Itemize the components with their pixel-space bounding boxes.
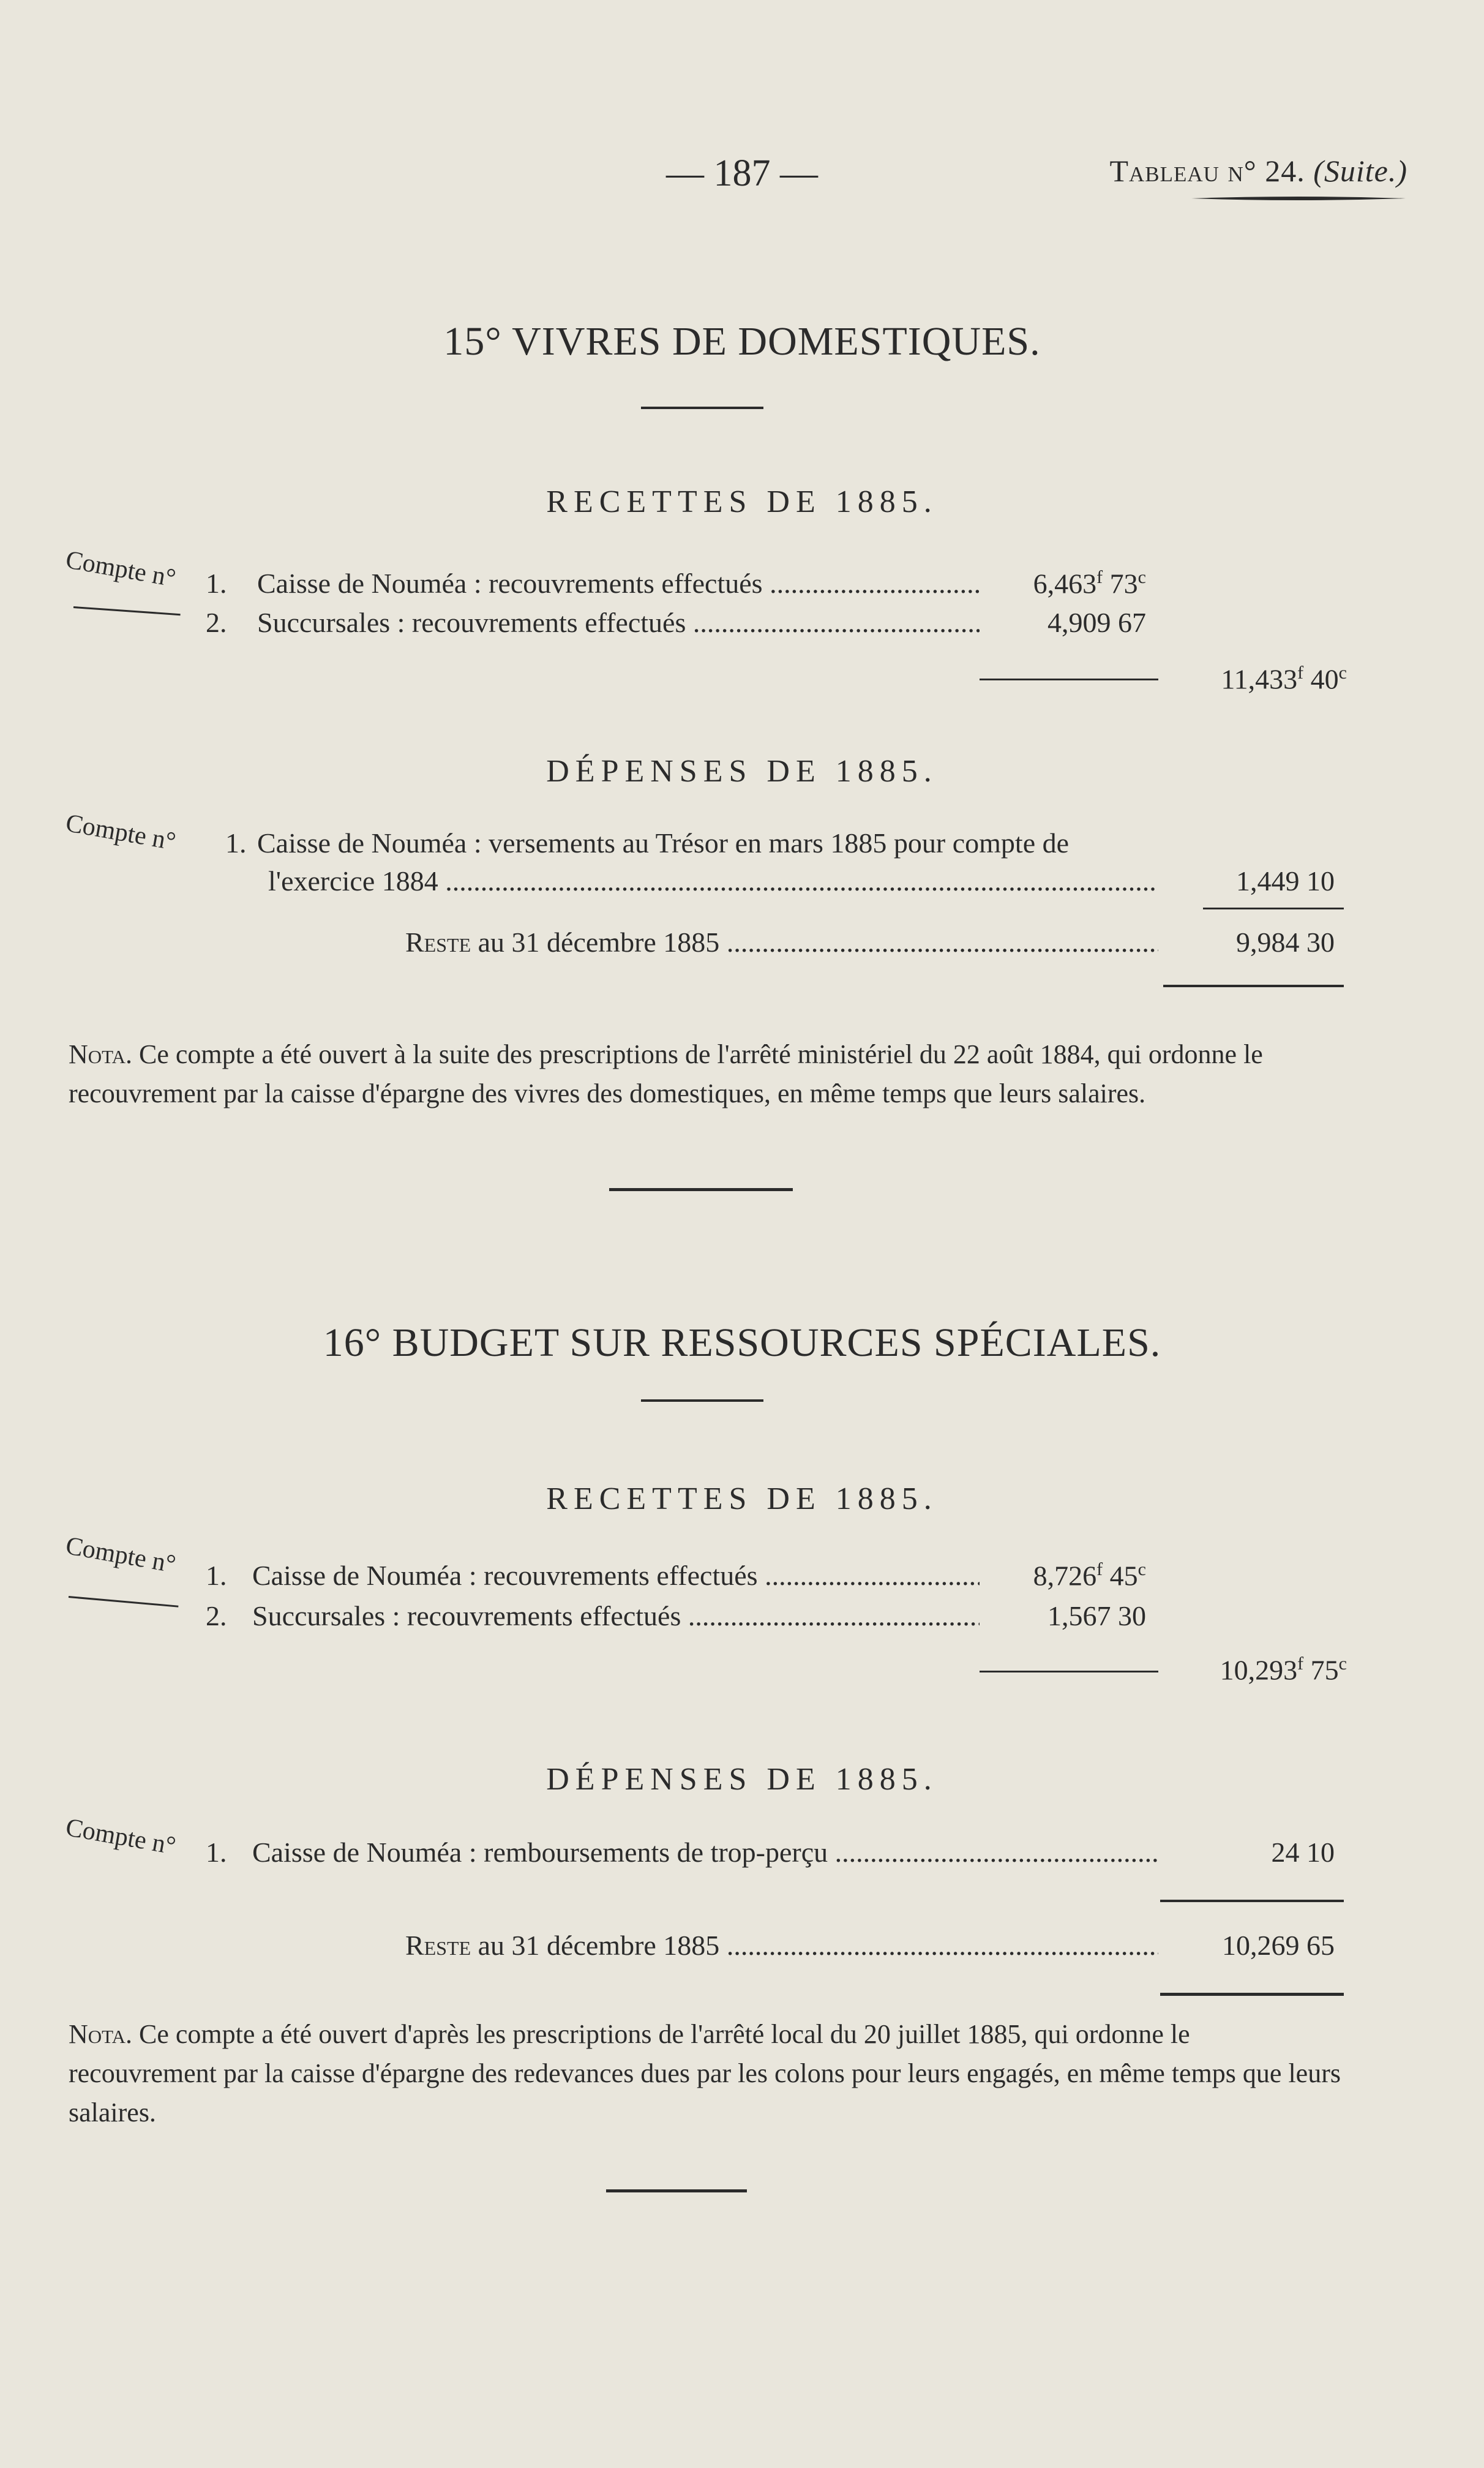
section-15-reste-label: Reste bbox=[405, 927, 471, 958]
section-15-reste bbox=[405, 926, 1158, 958]
section-15-expense-1-line2 bbox=[268, 865, 1156, 897]
section-15-expense-1-text-line2: l'exercice 1884 ..... bbox=[268, 865, 1156, 897]
section-16-receipt-1-text: Caisse de Nouméa : recouvrements effectués ..... bbox=[252, 1560, 980, 1591]
section-16-receipts-subtotal-rule bbox=[980, 1671, 1158, 1672]
section-15-final-rule bbox=[1163, 985, 1344, 987]
section-16-reste-text: au 31 décembre 1885 bbox=[478, 1930, 720, 1961]
section-15-receipt-1-amount: 6,463$^f$ 73$^c$ bbox=[1033, 567, 1146, 600]
section-15-receipts-total: 11,433$^f$ 40$^c$ bbox=[1221, 663, 1347, 695]
section-16-reste-label: Reste bbox=[405, 1930, 471, 1961]
section-16-reste bbox=[405, 1929, 1158, 1962]
section-16-title: 16° BUDGET SUR RESSOURCES SPÉCIALES. bbox=[323, 1320, 1161, 1365]
section-16-receipt-2-amount: 1,567 30 bbox=[1047, 1600, 1146, 1631]
section-15-receipts-heading: RECETTES DE 1885. bbox=[546, 484, 938, 519]
section-15-nota-text: Ce compte a été ouvert à la suite des prescriptions de l'arrêté ministériel du 22 août 1884, qui ordonne le recouvrement par la caisse d'épargne des vivres des domestiques, en même temps que leurs salaires. bbox=[69, 1039, 1263, 1108]
section-15-receipts-compte-label: Compte n° bbox=[63, 545, 178, 593]
section-15-expenses-heading: DÉPENSES DE 1885. bbox=[546, 754, 938, 789]
section-16-receipt-2-number: 2. bbox=[206, 1600, 227, 1631]
section-15-receipt-1-text: Caisse de Nouméa : recouvrements effectués ..... bbox=[257, 568, 980, 599]
section-15-expense-1-text-line1: Caisse de Nouméa : versements au Trésor en mars 1885 pour compte de bbox=[257, 827, 1070, 859]
section-15-receipts-subtotal-rule bbox=[980, 679, 1158, 680]
section-16-expenses-rule bbox=[1160, 1900, 1344, 1902]
section-16-nota bbox=[69, 2015, 1342, 2132]
section-16-title-rule bbox=[641, 1399, 763, 1402]
section-16-reste-amount: 10,269 65 bbox=[1222, 1930, 1335, 1961]
section-16-expenses-compte-label: Compte n° bbox=[63, 1813, 178, 1860]
table-ref-suffix: (Suite.) bbox=[1313, 154, 1407, 188]
section-16-expenses-heading: DÉPENSES DE 1885. bbox=[546, 1762, 938, 1797]
section-15-receipt-2-amount: 4,909 67 bbox=[1047, 607, 1146, 638]
section-15-receipt-1-number: 1. bbox=[206, 568, 227, 599]
section-15-reste-text: au 31 décembre 1885 bbox=[478, 927, 720, 958]
section-separator-rule bbox=[609, 1188, 793, 1191]
section-16-expense-1-text: Caisse de Nouméa : remboursements de trop-perçu ..... bbox=[252, 1837, 1158, 1868]
section-15-receipt-2-number: 2. bbox=[206, 607, 227, 638]
section-16-expense-1-number: 1. bbox=[206, 1837, 227, 1868]
section-15-expenses-rule bbox=[1203, 908, 1344, 909]
section-16-receipt-1 bbox=[252, 1559, 980, 1592]
section-16-compte-bracket bbox=[69, 1596, 179, 1608]
section-15-receipt-2 bbox=[257, 606, 980, 639]
section-16-nota-text: Ce compte a été ouvert d'après les prescriptions de l'arrêté local du 20 juillet 1885, qui ordonne le recouvrement par la caisse d'épargne des redevances dues par les colons pour leurs engagés, en même temps que leurs salaires. bbox=[69, 2019, 1341, 2128]
section-15-compte-bracket bbox=[73, 606, 181, 615]
table-reference bbox=[1109, 153, 1407, 189]
page-number: — 187 — bbox=[666, 152, 818, 194]
section-16-nota-label: Nota. bbox=[69, 2019, 133, 2049]
closing-rule bbox=[606, 2189, 747, 2192]
section-15-receipt-2-text: Succursales : recouvrements effectués ..... bbox=[257, 607, 980, 638]
section-15-reste-amount: 9,984 30 bbox=[1236, 927, 1335, 958]
section-16-receipt-1-amount: 8,726$^f$ 45$^c$ bbox=[1033, 1559, 1146, 1592]
section-15-nota bbox=[69, 1035, 1342, 1113]
section-16-final-rule bbox=[1160, 1993, 1344, 1996]
table-ref-label: Tableau n° 24. bbox=[1109, 154, 1305, 188]
section-16-expense-1 bbox=[252, 1836, 1158, 1868]
section-16-receipts-heading: RECETTES DE 1885. bbox=[546, 1481, 938, 1516]
section-16-receipts-compte-label: Compte n° bbox=[63, 1531, 178, 1579]
section-15-nota-label: Nota. bbox=[69, 1039, 133, 1069]
section-15-expenses-compte-label: Compte n° bbox=[63, 808, 178, 856]
section-15-expense-1-number: 1. bbox=[225, 827, 247, 859]
header-ornament-rule bbox=[1191, 196, 1406, 201]
section-16-receipts-total: 10,293$^f$ 75$^c$ bbox=[1220, 1653, 1347, 1686]
section-15-receipt-1 bbox=[257, 567, 980, 600]
section-15-title-rule bbox=[641, 407, 763, 409]
section-16-receipt-2 bbox=[252, 1600, 980, 1632]
section-16-receipt-1-number: 1. bbox=[206, 1560, 227, 1591]
section-16-expense-1-amount: 24 10 bbox=[1271, 1837, 1335, 1868]
section-15-title: 15° VIVRES DE DOMESTIQUES. bbox=[443, 319, 1041, 364]
section-15-expense-1-amount: 1,449 10 bbox=[1236, 865, 1335, 897]
section-16-receipt-2-text: Succursales : recouvrements effectués ..... bbox=[252, 1600, 980, 1631]
